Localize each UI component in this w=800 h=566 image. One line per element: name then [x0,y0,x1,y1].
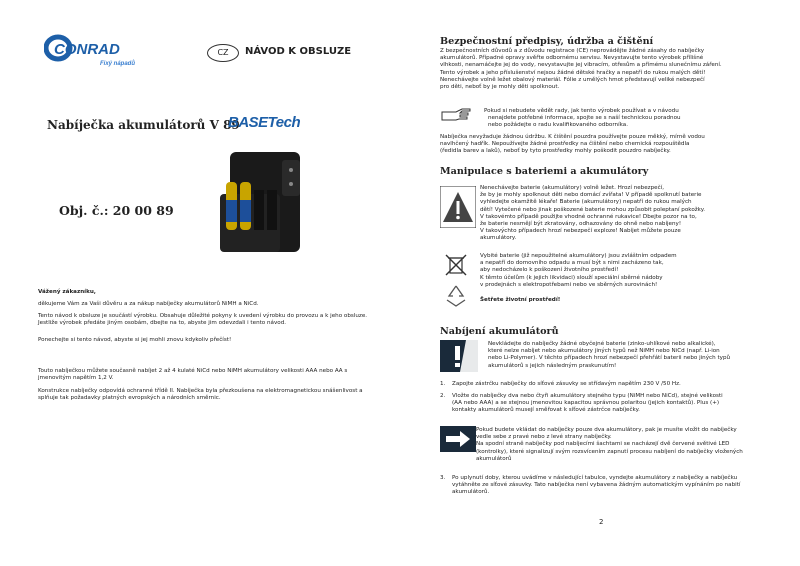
eco-note: Šetřete životní prostředí! [480,297,561,303]
pointing-hand-icon [440,106,472,122]
charging-heading: Nabíjení akumulátorů [440,326,559,337]
greeting: Vážený zákazníku, [38,289,96,295]
safety-heading: Bezpečnostní předpisy, údržba a čištění [440,36,654,47]
battery-warning: Nenechávejte baterie (akumulátory) volně ležet. Hrozí nebezpečí, že by je mohly spolknout děti nebo domácí zvířata! V případě spolknutí baterie vyhledejte okamžitě lékaře! Baterie (akumulátory) nepatří do rukou malých dětí! Vytečené nebo jinak poškozené baterie mohou způsobit poleptaní pokožky. V takovémto případě použijte vhodné ochranné rukavice! Dbejte pozor na to, že baterie nesmějí být zkratovány, odhazovány do ohně nebo nabíjeny! V takovýchto případech hrozí nebezpečí exploze! Nabíjet můžete pouze akumulátory. [480,185,706,242]
step-2: Vložte do nabíječky dva nebo čtyři akumulátory stejného typu (NiMH nebo NiCd), stejné velikosti (AA nebo AAA) a se stejnou jmenovitou kapacitou správnou polaritou (jejich kontaktů). Plus (+) kontakty akumulátorů musejí směřovat k síťové zástrčce nabíječky. [452,393,723,414]
usage-paragraph: Touto nabíječkou můžete současně nabíjet 2 až 4 kulaté NiCd nebo NiMH akumulátory velikosti AAA nebo AA s jmenovitým napětím 1,2 V. [38,368,348,382]
step-2-number: 2. [440,393,446,399]
crossed-bin-icon [443,252,469,278]
manual-info-paragraph: Tento návod k obsluze je součástí výrobku. Obsahuje důležité pokyny k uvedení výrobku do provozu a k jeho obsluze. Jestliže výrobek předáte jiným osobám, dbejte na to, abyste jim odevzdali i tento návod. [38,313,368,327]
safety-text: Z bezpečnostních důvodů a z důvodu registrace (CE) neprovádějte žádné zásahy do nabíječky akumulátorů. Případné opravy svěřte odbornému servisu. Nevystavujte tento výrobek přílišné vlhkosti, nenamáčejte jej do vody, nevystavujte jej vibracím, otřesům a přímému slunečnímu záření. Tento výrobek a jeho příslušenství nejsou žádné dětské hračky a nepatří do rukou malých dětí! Nenechávejte volně ležet obalový materiál. Fólie z umělých hmot představují veliké nebezpečí pro děti, neboť by je mohly děti spolknout. [440,48,722,91]
intro-paragraph: děkujeme Vám za Vaši důvěru a za nákup nabíječky akumulátorů NiMH a NiCd. [38,301,259,307]
step-1: Zapojte zástrčku nabíječky do síťové zásuvky se střídavým napětím 230 V /50 Hz. [452,381,681,387]
language-badge: CZ [207,44,239,62]
keep-manual-paragraph: Ponechejte si tento návod, abyste si jej mohli znovu kdykoliv přečíst! [38,337,232,343]
step-3-number: 3. [440,475,446,481]
exclamation-icon [440,340,478,372]
maintenance-text: Nabíječka nevyžaduje žádnou údržbu. K čištění pouzdra používejte pouze měkký, mírně vodou navlhčený hadřík. Nepoužívejte žádné prostředky na čištění nebo chemická rozpouštědla (ředidla barev a laků), neboť by tyto prostředky mohly poškodit pouzdro nabíječky. [440,134,705,155]
charging-warning: Nevkládejte do nabíječky žádné obyčejné baterie (zinko-uhlíkové nebo alkalické), které nelze nabíjet nebo akumulátory jiných typů než NiMH nebo NiCd (např. Li-ion nebo Li-Polymer). V těchto případech hrozí nebezpečí přehřátí baterii nebo jiných typů akumulátorů s jejich následným praskunutím! [488,341,731,369]
hand-note: Pokud si nebudete vědět rady, jak tento výrobek používat a v návodu nenajdete potřebné informace, spojte se s naší technickou poradnou nebo požádejte o radu kvalifikovaného odborníka. [484,108,681,129]
doc-title: NÁVOD K OBSLUZE [245,46,352,57]
svg-text:CONRAD: CONRAD [54,41,120,58]
order-number: Obj. č.: 20 00 89 [59,203,174,218]
charger-image [212,142,308,260]
step-3: Po uplynutí doby, kterou uvádíme v následující tabulce, vyndejte akumulátory z nabíječky a nabíječku vytáhněte ze síťové zásuvky. Tato nabíječka není vybavena žádným automatickým vypínáním po nabití akumulátorů. [452,475,741,496]
recycle-icon [443,284,469,308]
brand-text: BASETech [228,114,301,131]
disposal-text: Vybité baterie (již nepoužitelné akumulátory) jsou zvláštním odpadem a nepatří do domovního odpadu a musí být s nimi zacházeno tak, aby nedocházelo k poškození životního prostředí! K těmto účelům (k jejich likvidaci) slouží speciální sběrné nádoby v prodejnách s elektropotřebami nebo ve sběrných surovinách! [480,253,677,288]
arrow-right-icon [440,426,476,452]
svg-text:Fixý nápadů: Fixý nápadů [100,61,136,67]
step-1-number: 1. [440,381,446,387]
warning-icon [440,186,476,228]
basetech-logo [228,114,300,131]
page-number: 2 [599,518,604,526]
product-name: Nabíječka akumulátorů V 89 [47,118,240,132]
battery-heading: Manipulace s bateriemi a akumulátory [440,166,649,177]
arrow-note: Pokud budete vkládat do nabíječky pouze dva akumulátory, pak je musíte vložit do nabíječky vedle sebe z pravé nebo z levé strany nabíječky. Na spodní straně nabíječky pod nabíjecími šachtami se nacházejí dvě červené světivé LED (kontrolky), které signalizují svým rozsvícením zapnutí procesu nabíjení do nabíječky vložených akumulátorů [476,427,743,462]
conrad-logo [44,34,144,70]
conformity-paragraph: Konstrukce nabíječky odpovídá ochranné třídě II. Nabíječka byla přezkoušena na elektromagnetickou snášenlivost a splňuje tak požadavky platných evropských a národních směrnic. [38,388,363,402]
